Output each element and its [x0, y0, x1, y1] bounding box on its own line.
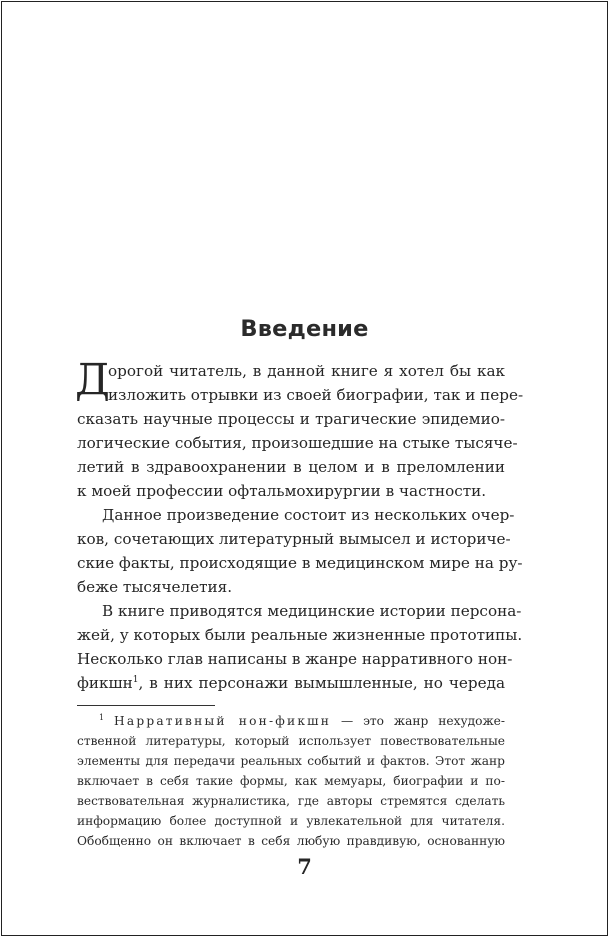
footnote-anchor-word: фикшн: [77, 674, 133, 692]
footnote-line: Обобщенно он включает в себя любую правдивую, основанную: [77, 834, 505, 848]
footnote-line: ственной литературы, который использует повествовательные: [77, 734, 505, 748]
body-line: В книге приводятся медицинские истории персона-: [102, 602, 522, 620]
body-line: летий в здравоохранении в целом и в преломлении: [77, 458, 505, 476]
body-line: жей, у которых были реальные жизненные прототипы.: [77, 626, 523, 644]
body-line-with-footnote: [77, 674, 505, 692]
drop-cap-letter: Д: [75, 355, 110, 405]
chapter-title: Введение: [240, 316, 369, 342]
footnote-line: информацию более доступной и увлекательной для читателя.: [77, 814, 505, 828]
body-line: ков, сочетающих литературный вымысел и историче-: [77, 530, 511, 548]
body-line: ские факты, происходящие в медицинском мире на ру-: [77, 554, 523, 572]
page-number: 7: [297, 854, 312, 879]
footnote-line: включает в себя такие формы, как мемуары, биографии и по-: [77, 774, 505, 788]
footnote-line: вествовательная журналистика, где авторы стремятся сделать: [77, 794, 505, 808]
body-line-rest: , в них персонажи вымышленные, но череда: [138, 674, 505, 692]
body-line: логические события, произошедшие на стыке тысяче-: [77, 434, 518, 452]
footnote-line: [99, 714, 505, 729]
footnote-divider: [77, 705, 215, 706]
footnote-line: элементы для передачи реальных событий и фактов. Этот жанр: [77, 754, 505, 768]
footnote-line-rest: — это жанр нехудоже-: [331, 714, 505, 728]
body-line: Данное произведение состоит из нескольких очер-: [102, 506, 515, 524]
footnote-reference[interactable]: 1: [132, 674, 139, 685]
body-line: Несколько глав написаны в жанре нарративного нон-: [77, 650, 513, 668]
body-line: орогой читатель, в данной книге я хотел бы как: [108, 362, 505, 380]
footnote-marker: 1: [99, 712, 105, 722]
body-line: сказать научные процессы и трагические эпидемио-: [77, 410, 505, 428]
footnote-term: Нарративный нон-фикшн: [114, 714, 332, 728]
body-line: изложить отрывки из своей биографии, так и пере-: [108, 386, 524, 404]
body-line: беже тысячелетия.: [77, 578, 233, 596]
body-line: к моей профессии офтальмохирургии в частности.: [77, 482, 487, 500]
book-page: [1, 1, 608, 936]
